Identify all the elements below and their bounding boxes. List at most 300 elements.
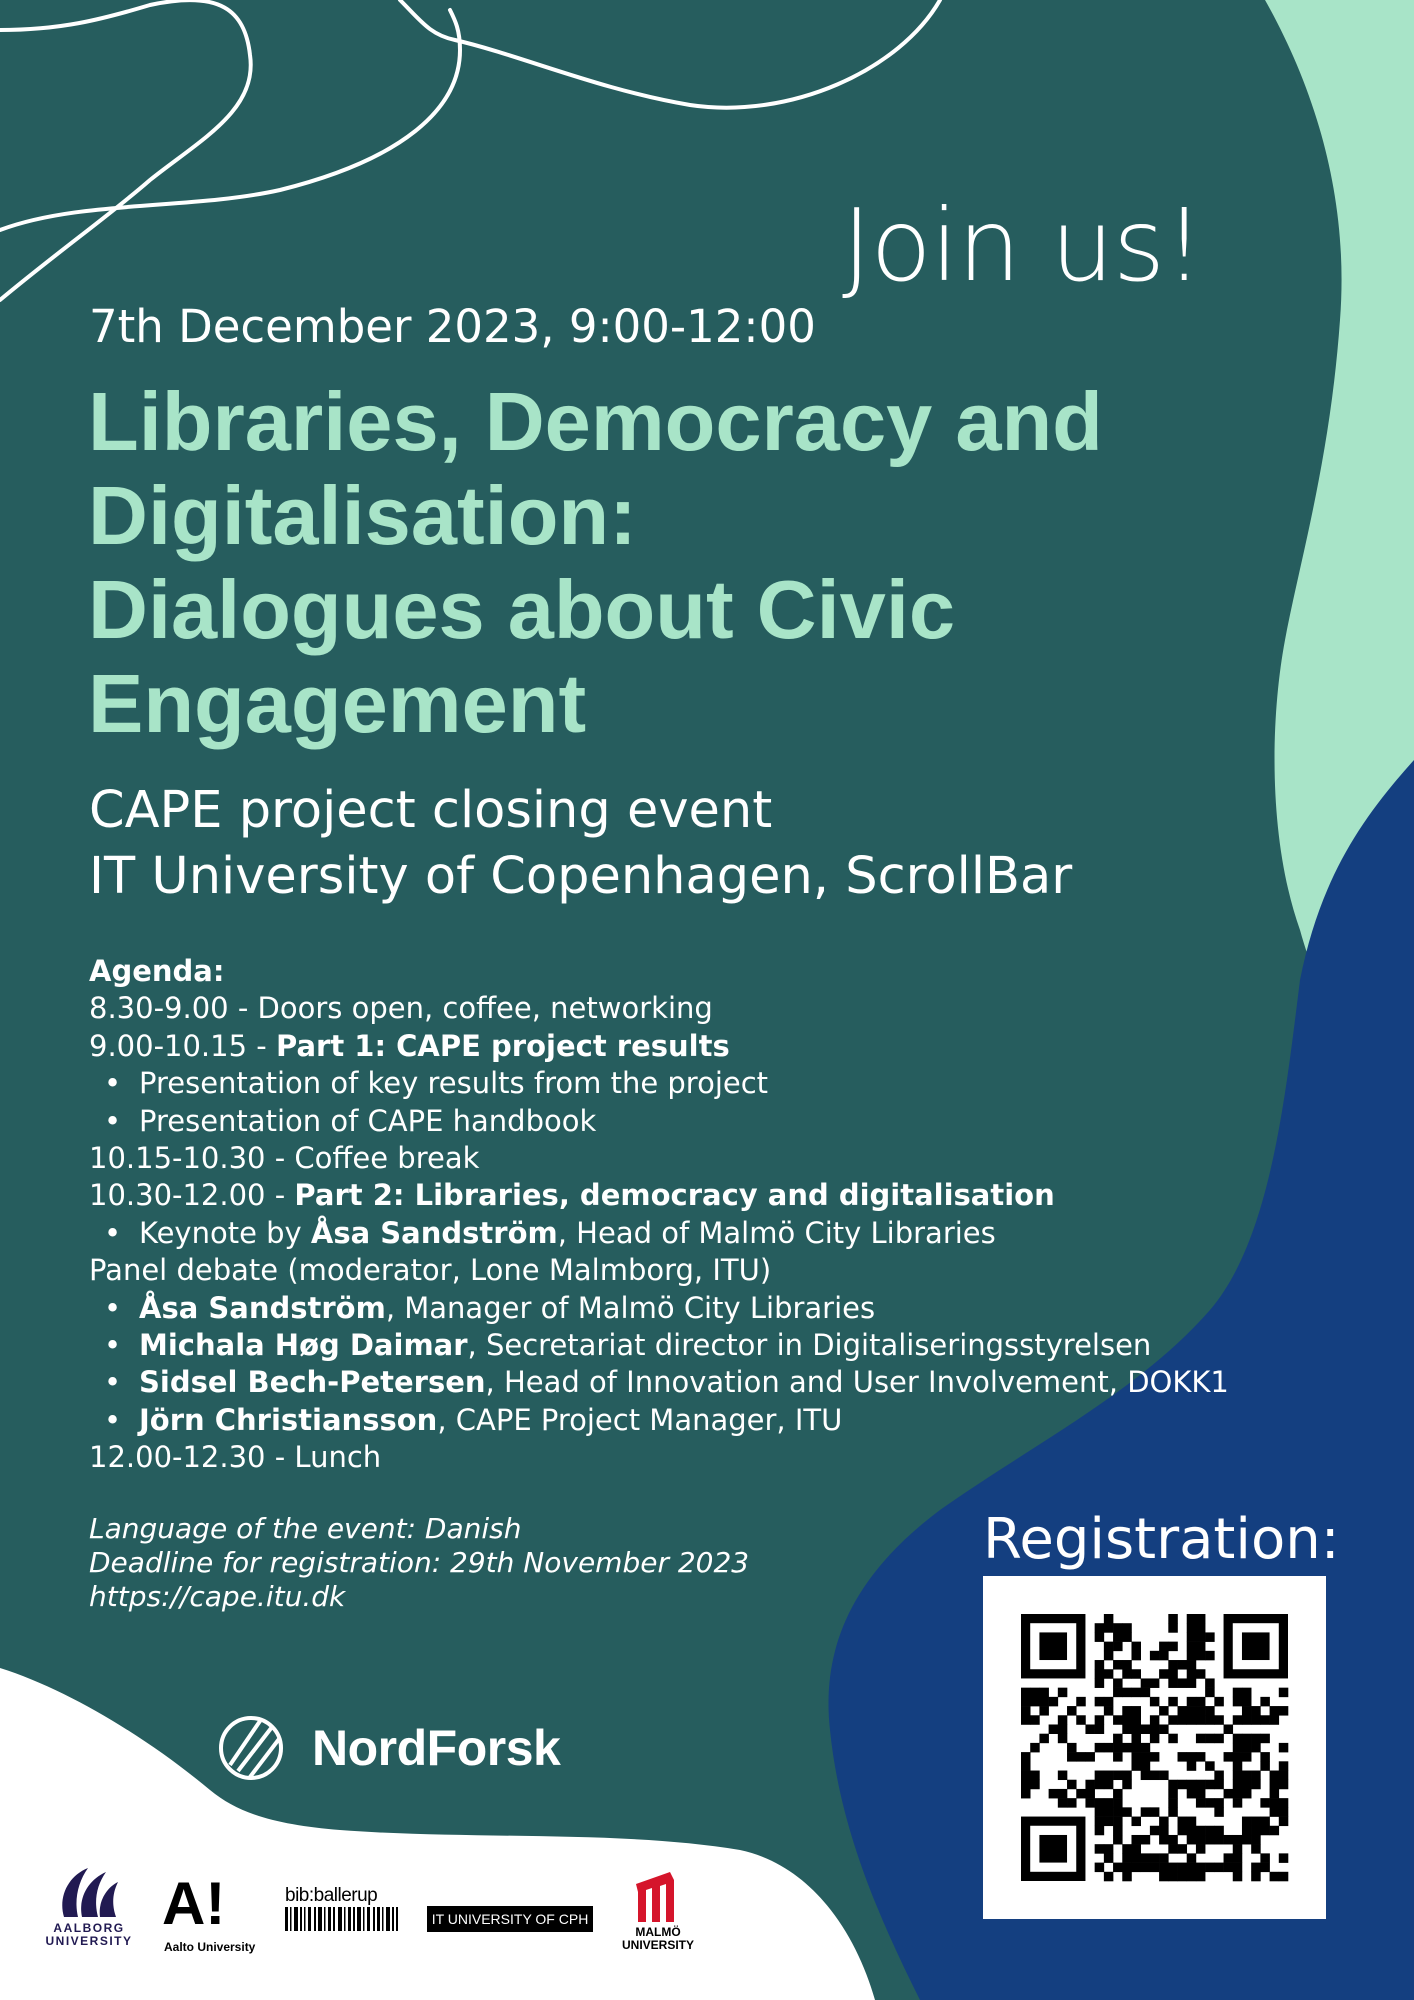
qr-module bbox=[1104, 1780, 1114, 1790]
qr-module bbox=[1067, 1798, 1077, 1808]
language-note: Language of the event: Danish bbox=[89, 1512, 522, 1545]
qr-module bbox=[1058, 1789, 1068, 1799]
barcode-icon bbox=[283, 1907, 399, 1931]
qr-module bbox=[1095, 1807, 1105, 1817]
registration-label: Registration: bbox=[983, 1507, 1340, 1572]
qr-module bbox=[1196, 1780, 1206, 1790]
qr-module bbox=[1131, 1724, 1141, 1734]
qr-module bbox=[1279, 1780, 1289, 1790]
qr-module bbox=[1168, 1844, 1178, 1854]
qr-module bbox=[1270, 1771, 1280, 1781]
qr-module bbox=[1104, 1807, 1114, 1817]
itu-name: IT UNIVERSITY OF CPH bbox=[431, 1911, 589, 1927]
qr-module bbox=[1141, 1743, 1151, 1753]
qr-module bbox=[1030, 1780, 1040, 1790]
qr-module bbox=[1058, 1771, 1068, 1781]
agenda bbox=[89, 953, 1239, 1477]
qr-module bbox=[1196, 1669, 1206, 1679]
qr-module bbox=[1113, 1771, 1123, 1781]
qr-module bbox=[1058, 1734, 1068, 1744]
qr-module bbox=[1131, 1835, 1141, 1845]
qr-module bbox=[1104, 1697, 1114, 1707]
qr-module bbox=[1141, 1863, 1151, 1873]
qr-module bbox=[1095, 1826, 1105, 1836]
qr-module bbox=[1260, 1697, 1270, 1707]
panelist: • Jörn Christiansson, CAPE Project Manager, ITU bbox=[89, 1402, 1239, 1439]
qr-module bbox=[1233, 1761, 1243, 1771]
qr-module bbox=[1233, 1715, 1243, 1725]
qr-module bbox=[1168, 1789, 1178, 1799]
qr-module bbox=[1067, 1706, 1077, 1716]
qr-module bbox=[1122, 1669, 1132, 1679]
qr-module bbox=[1131, 1853, 1141, 1863]
qr-module bbox=[1113, 1734, 1123, 1744]
qr-module bbox=[1224, 1853, 1234, 1863]
qr-module bbox=[1095, 1780, 1105, 1790]
qr-module bbox=[1021, 1697, 1031, 1707]
qr-module bbox=[1196, 1863, 1206, 1873]
title-line: Engagement bbox=[88, 657, 587, 750]
qr-module bbox=[1168, 1872, 1178, 1882]
qr-module bbox=[1122, 1724, 1132, 1734]
qr-module bbox=[1168, 1734, 1178, 1744]
qr-module bbox=[1113, 1863, 1123, 1873]
qr-module bbox=[1233, 1743, 1243, 1753]
qr-module bbox=[1150, 1771, 1160, 1781]
qr-module bbox=[1279, 1853, 1289, 1863]
qr-module bbox=[1150, 1853, 1160, 1863]
qr-module bbox=[1131, 1863, 1141, 1873]
qr-module bbox=[1095, 1715, 1105, 1725]
qr-module bbox=[1224, 1724, 1234, 1734]
qr-module bbox=[1095, 1771, 1105, 1781]
aalto-mark: A! bbox=[162, 1870, 226, 1937]
qr-module bbox=[1251, 1817, 1261, 1827]
qr-module bbox=[1178, 1752, 1188, 1762]
qr-module bbox=[1187, 1669, 1197, 1679]
qr-module bbox=[1141, 1761, 1151, 1771]
qr-module bbox=[1150, 1807, 1160, 1817]
qr-module bbox=[1159, 1826, 1169, 1836]
qr-module bbox=[1095, 1798, 1105, 1808]
qr-module bbox=[1242, 1752, 1252, 1762]
qr-module bbox=[1178, 1872, 1188, 1882]
qr-module bbox=[1168, 1715, 1178, 1725]
qr-module bbox=[1104, 1817, 1114, 1827]
qr-module bbox=[1131, 1743, 1141, 1753]
qr-module bbox=[1187, 1651, 1197, 1661]
qr-module bbox=[1076, 1789, 1086, 1799]
qr-module bbox=[1141, 1835, 1151, 1845]
qr-module bbox=[1085, 1798, 1095, 1808]
nordforsk-icon bbox=[216, 1713, 286, 1783]
qr-module bbox=[1122, 1623, 1132, 1633]
qr-module bbox=[1021, 1771, 1031, 1781]
qr-module bbox=[1251, 1872, 1261, 1882]
bib-ballerup-logo bbox=[283, 1885, 403, 1935]
qr-module bbox=[1214, 1807, 1224, 1817]
qr-module bbox=[1205, 1863, 1215, 1873]
qr-module bbox=[1196, 1835, 1206, 1845]
qr-module bbox=[1104, 1844, 1114, 1854]
qr-module bbox=[1233, 1835, 1243, 1845]
qr-module bbox=[1242, 1706, 1252, 1716]
nordforsk-name: NordForsk bbox=[312, 1720, 561, 1776]
qr-module bbox=[1104, 1614, 1114, 1624]
qr-module bbox=[1159, 1669, 1169, 1679]
qr-module bbox=[1260, 1715, 1270, 1725]
qr-module bbox=[1242, 1789, 1252, 1799]
qr-module bbox=[1187, 1780, 1197, 1790]
event-title bbox=[88, 375, 1188, 751]
qr-module bbox=[1187, 1660, 1197, 1670]
qr-module bbox=[1131, 1688, 1141, 1698]
qr-module bbox=[1233, 1844, 1243, 1854]
qr-module bbox=[1104, 1798, 1114, 1808]
qr-module bbox=[1104, 1853, 1114, 1863]
qr-module bbox=[1104, 1743, 1114, 1753]
qr-module bbox=[1187, 1697, 1197, 1707]
qr-module bbox=[1104, 1642, 1114, 1652]
qr-module bbox=[1150, 1734, 1160, 1744]
agenda-item: 10.30-12.00 - Part 2: Libraries, democracy and digitalisation bbox=[89, 1178, 1055, 1213]
qr-module bbox=[1233, 1697, 1243, 1707]
qr-module bbox=[1058, 1715, 1068, 1725]
qr-module bbox=[1122, 1715, 1132, 1725]
qr-module bbox=[1104, 1872, 1114, 1882]
qr-module bbox=[1196, 1614, 1206, 1624]
qr-module bbox=[1224, 1789, 1234, 1799]
qr-module bbox=[1131, 1761, 1141, 1771]
qr-module bbox=[1260, 1863, 1270, 1873]
aalto-name: Aalto University bbox=[164, 1940, 256, 1954]
qr-module bbox=[1085, 1752, 1095, 1762]
qr-module bbox=[1270, 1872, 1280, 1882]
agenda-keynote: • Keynote by Åsa Sandström, Head of Malmö City Libraries bbox=[89, 1215, 1239, 1252]
qr-module bbox=[1187, 1817, 1197, 1827]
qr-module bbox=[1214, 1697, 1224, 1707]
qr-module bbox=[1187, 1642, 1197, 1652]
qr-module bbox=[1196, 1752, 1206, 1762]
qr-module bbox=[1187, 1614, 1197, 1624]
qr-module bbox=[1224, 1752, 1234, 1762]
qr-module bbox=[1168, 1835, 1178, 1845]
qr-module bbox=[1141, 1771, 1151, 1781]
qr-module bbox=[1039, 1835, 1067, 1863]
subtitle-venue: IT University of Copenhagen, ScrollBar bbox=[89, 847, 1073, 906]
agenda-bullet: • Presentation of CAPE handbook bbox=[89, 1103, 1239, 1140]
qr-module bbox=[1113, 1752, 1123, 1762]
qr-module bbox=[1178, 1715, 1188, 1725]
qr-module bbox=[1242, 1771, 1252, 1781]
qr-module bbox=[1178, 1678, 1188, 1688]
qr-module bbox=[1168, 1807, 1178, 1817]
qr-module bbox=[1159, 1817, 1169, 1827]
qr-module bbox=[1251, 1780, 1261, 1790]
qr-module bbox=[1131, 1715, 1141, 1725]
qr-module bbox=[1095, 1623, 1105, 1633]
qr-module bbox=[1085, 1724, 1095, 1734]
qr-module bbox=[1214, 1771, 1224, 1781]
qr-module bbox=[1039, 1688, 1049, 1698]
qr-module bbox=[1251, 1743, 1261, 1753]
join-us-heading: Join us! bbox=[842, 187, 1204, 304]
qr-module bbox=[1113, 1807, 1123, 1817]
qr-module bbox=[1159, 1835, 1169, 1845]
title-line: Digitalisation: bbox=[88, 469, 637, 562]
qr-module bbox=[1039, 1734, 1049, 1744]
qr-module bbox=[1030, 1771, 1040, 1781]
qr-module bbox=[1270, 1798, 1280, 1808]
qr-module bbox=[1159, 1642, 1169, 1652]
qr-module bbox=[1131, 1642, 1141, 1652]
qr-code-box[interactable] bbox=[983, 1576, 1326, 1919]
qr-module bbox=[1168, 1623, 1178, 1633]
qr-module bbox=[1113, 1660, 1123, 1670]
qr-module bbox=[1095, 1863, 1105, 1873]
qr-module bbox=[1196, 1697, 1206, 1707]
qr-module bbox=[1150, 1697, 1160, 1707]
qr-module bbox=[1187, 1632, 1197, 1642]
qr-module bbox=[1141, 1678, 1151, 1688]
qr-module bbox=[1196, 1872, 1206, 1882]
qr-module bbox=[1122, 1743, 1132, 1753]
qr-module bbox=[1104, 1669, 1114, 1679]
qr-module bbox=[1178, 1780, 1188, 1790]
qr-module bbox=[1095, 1817, 1105, 1827]
qr-module bbox=[1095, 1697, 1105, 1707]
qr-module bbox=[1187, 1678, 1197, 1688]
qr-module bbox=[1270, 1826, 1280, 1836]
event-subtitle bbox=[89, 778, 1072, 910]
qr-module bbox=[1122, 1771, 1132, 1781]
qr-module bbox=[1049, 1697, 1059, 1707]
qr-module bbox=[1095, 1844, 1105, 1854]
qr-module bbox=[1251, 1826, 1261, 1836]
qr-module bbox=[1021, 1706, 1031, 1716]
qr-module bbox=[1141, 1752, 1151, 1762]
qr-module bbox=[1233, 1780, 1243, 1790]
qr-module bbox=[1030, 1688, 1040, 1698]
qr-module bbox=[1251, 1715, 1261, 1725]
agenda-item: 12.00-12.30 - Lunch bbox=[89, 1440, 382, 1475]
agenda-heading: Agenda: bbox=[89, 954, 225, 988]
qr-module bbox=[1196, 1642, 1206, 1652]
qr-module bbox=[1279, 1688, 1289, 1698]
qr-module bbox=[1021, 1688, 1031, 1698]
qr-module bbox=[1049, 1724, 1059, 1734]
qr-module bbox=[1113, 1688, 1123, 1698]
title-line: Libraries, Democracy and bbox=[88, 375, 1103, 468]
qr-module bbox=[1076, 1697, 1086, 1707]
qr-module bbox=[1242, 1835, 1252, 1845]
qr-module bbox=[1260, 1817, 1270, 1827]
qr-module bbox=[1021, 1789, 1031, 1799]
qr-module bbox=[1205, 1688, 1215, 1698]
qr-module bbox=[1076, 1752, 1086, 1762]
qr-module bbox=[1104, 1706, 1114, 1716]
qr-module bbox=[1141, 1807, 1151, 1817]
qr-module bbox=[1196, 1651, 1206, 1661]
qr-module bbox=[1113, 1623, 1123, 1633]
bib-ballerup-name: bib:ballerup bbox=[285, 1885, 378, 1906]
qr-module bbox=[1113, 1798, 1123, 1808]
aalborg-icon bbox=[44, 1862, 134, 1922]
qr-module bbox=[1270, 1807, 1280, 1817]
malmo-icon bbox=[622, 1866, 694, 1926]
qr-module bbox=[1251, 1734, 1261, 1744]
agenda-panel: Panel debate (moderator, Lone Malmborg, ITU) bbox=[89, 1253, 772, 1288]
qr-module bbox=[1150, 1651, 1160, 1661]
qr-module bbox=[1233, 1789, 1243, 1799]
aalborg-line: AALBORG bbox=[53, 1921, 125, 1935]
deadline-note: Deadline for registration: 29th November 2023 bbox=[89, 1546, 750, 1579]
qr-module bbox=[1039, 1697, 1049, 1707]
qr-module bbox=[1214, 1798, 1224, 1808]
qr-module bbox=[1122, 1660, 1132, 1670]
qr-module bbox=[1187, 1789, 1197, 1799]
qr-module bbox=[1168, 1780, 1178, 1790]
qr-module bbox=[1168, 1798, 1178, 1808]
qr-module bbox=[1279, 1761, 1289, 1771]
qr-module bbox=[1270, 1706, 1280, 1716]
qr-module bbox=[1196, 1706, 1206, 1716]
qr-module bbox=[1095, 1632, 1105, 1642]
qr-module bbox=[1122, 1863, 1132, 1873]
qr-module bbox=[1178, 1863, 1188, 1873]
qr-module bbox=[1085, 1789, 1095, 1799]
qr-module bbox=[1187, 1835, 1197, 1845]
qr-module bbox=[1260, 1734, 1270, 1744]
qr-module bbox=[1168, 1863, 1178, 1873]
qr-module bbox=[1113, 1678, 1123, 1688]
qr-module bbox=[1085, 1780, 1095, 1790]
qr-module bbox=[1214, 1734, 1224, 1744]
qr-module bbox=[1067, 1752, 1077, 1762]
qr-module bbox=[1187, 1761, 1197, 1771]
qr-module bbox=[1187, 1853, 1197, 1863]
qr-module bbox=[1205, 1651, 1215, 1661]
aalto-logo bbox=[162, 1872, 272, 1962]
qr-module bbox=[1131, 1669, 1141, 1679]
qr-module bbox=[1279, 1706, 1289, 1716]
agenda-item: 10.15-10.30 - Coffee break bbox=[89, 1141, 480, 1176]
qr-module bbox=[1021, 1752, 1031, 1762]
qr-code-icon[interactable] bbox=[983, 1576, 1326, 1919]
qr-module bbox=[1233, 1798, 1243, 1808]
qr-module bbox=[1159, 1853, 1169, 1863]
aalborg-logo bbox=[44, 1862, 134, 1962]
qr-module bbox=[1113, 1743, 1123, 1753]
qr-module bbox=[1205, 1678, 1215, 1688]
qr-module bbox=[1187, 1872, 1197, 1882]
qr-module bbox=[1205, 1835, 1215, 1845]
qr-module bbox=[1242, 1632, 1270, 1660]
qr-module bbox=[1131, 1817, 1141, 1827]
qr-module bbox=[1242, 1780, 1252, 1790]
qr-module bbox=[1196, 1715, 1206, 1725]
qr-module bbox=[1159, 1706, 1169, 1716]
qr-module bbox=[1242, 1715, 1252, 1725]
qr-module bbox=[1168, 1660, 1178, 1670]
qr-module bbox=[1260, 1826, 1270, 1836]
qr-module bbox=[1251, 1706, 1261, 1716]
qr-module bbox=[1141, 1688, 1151, 1698]
qr-module bbox=[1279, 1872, 1289, 1882]
qr-module bbox=[1168, 1697, 1178, 1707]
qr-module bbox=[1270, 1789, 1280, 1799]
panelist: • Sidsel Bech-Petersen, Head of Innovation and User Involvement, DOKK1 bbox=[89, 1364, 1239, 1401]
qr-module bbox=[1187, 1706, 1197, 1716]
qr-module bbox=[1205, 1734, 1215, 1744]
qr-module bbox=[1196, 1734, 1206, 1744]
qr-module bbox=[1233, 1688, 1243, 1698]
qr-module bbox=[1205, 1706, 1215, 1716]
qr-module bbox=[1131, 1706, 1141, 1716]
qr-module bbox=[1205, 1780, 1215, 1790]
qr-module bbox=[1030, 1743, 1040, 1753]
qr-module bbox=[1122, 1632, 1132, 1642]
qr-module bbox=[1214, 1863, 1224, 1873]
website-link[interactable]: https://cape.itu.dk bbox=[89, 1580, 346, 1613]
qr-module bbox=[1150, 1863, 1160, 1873]
qr-module bbox=[1214, 1715, 1224, 1725]
qr-module bbox=[1270, 1780, 1280, 1790]
qr-module bbox=[1150, 1715, 1160, 1725]
qr-module bbox=[1095, 1669, 1105, 1679]
qr-module bbox=[1141, 1853, 1151, 1863]
qr-module bbox=[1233, 1863, 1243, 1873]
qr-module bbox=[1224, 1835, 1234, 1845]
qr-module bbox=[1233, 1734, 1243, 1744]
qr-module bbox=[1122, 1780, 1132, 1790]
qr-module bbox=[1058, 1688, 1068, 1698]
qr-module bbox=[1131, 1734, 1141, 1744]
qr-module bbox=[1187, 1826, 1197, 1836]
panelist: • Michala Høg Daimar, Secretariat director in Digitaliseringsstyrelsen bbox=[89, 1327, 1239, 1364]
qr-module bbox=[1196, 1623, 1206, 1633]
agenda-item: 9.00-10.15 - Part 1: CAPE project results bbox=[89, 1028, 730, 1063]
qr-module bbox=[1279, 1798, 1289, 1808]
qr-module bbox=[1260, 1853, 1270, 1863]
qr-module bbox=[1104, 1623, 1114, 1633]
qr-module bbox=[1242, 1817, 1252, 1827]
qr-module bbox=[1150, 1752, 1160, 1762]
qr-module bbox=[1279, 1807, 1289, 1817]
qr-module bbox=[1279, 1743, 1289, 1753]
qr-module bbox=[1131, 1752, 1141, 1762]
malmo-line: UNIVERSITY bbox=[622, 1938, 695, 1952]
qr-module bbox=[1178, 1817, 1188, 1827]
qr-module bbox=[1150, 1678, 1160, 1688]
qr-module bbox=[1131, 1844, 1141, 1854]
qr-module bbox=[1058, 1724, 1068, 1734]
qr-module bbox=[1251, 1863, 1261, 1873]
qr-module bbox=[1030, 1715, 1040, 1725]
qr-module bbox=[1113, 1817, 1123, 1827]
qr-module bbox=[1196, 1632, 1206, 1642]
itu-logo bbox=[427, 1906, 593, 1932]
qr-module bbox=[1233, 1853, 1243, 1863]
aalborg-line: UNIVERSITY bbox=[45, 1934, 133, 1948]
qr-module bbox=[1178, 1826, 1188, 1836]
qr-module bbox=[1168, 1678, 1178, 1688]
qr-module bbox=[1187, 1752, 1197, 1762]
qr-module bbox=[1205, 1798, 1215, 1808]
qr-module bbox=[1242, 1743, 1252, 1753]
qr-module bbox=[1104, 1771, 1114, 1781]
qr-module bbox=[1205, 1761, 1215, 1771]
